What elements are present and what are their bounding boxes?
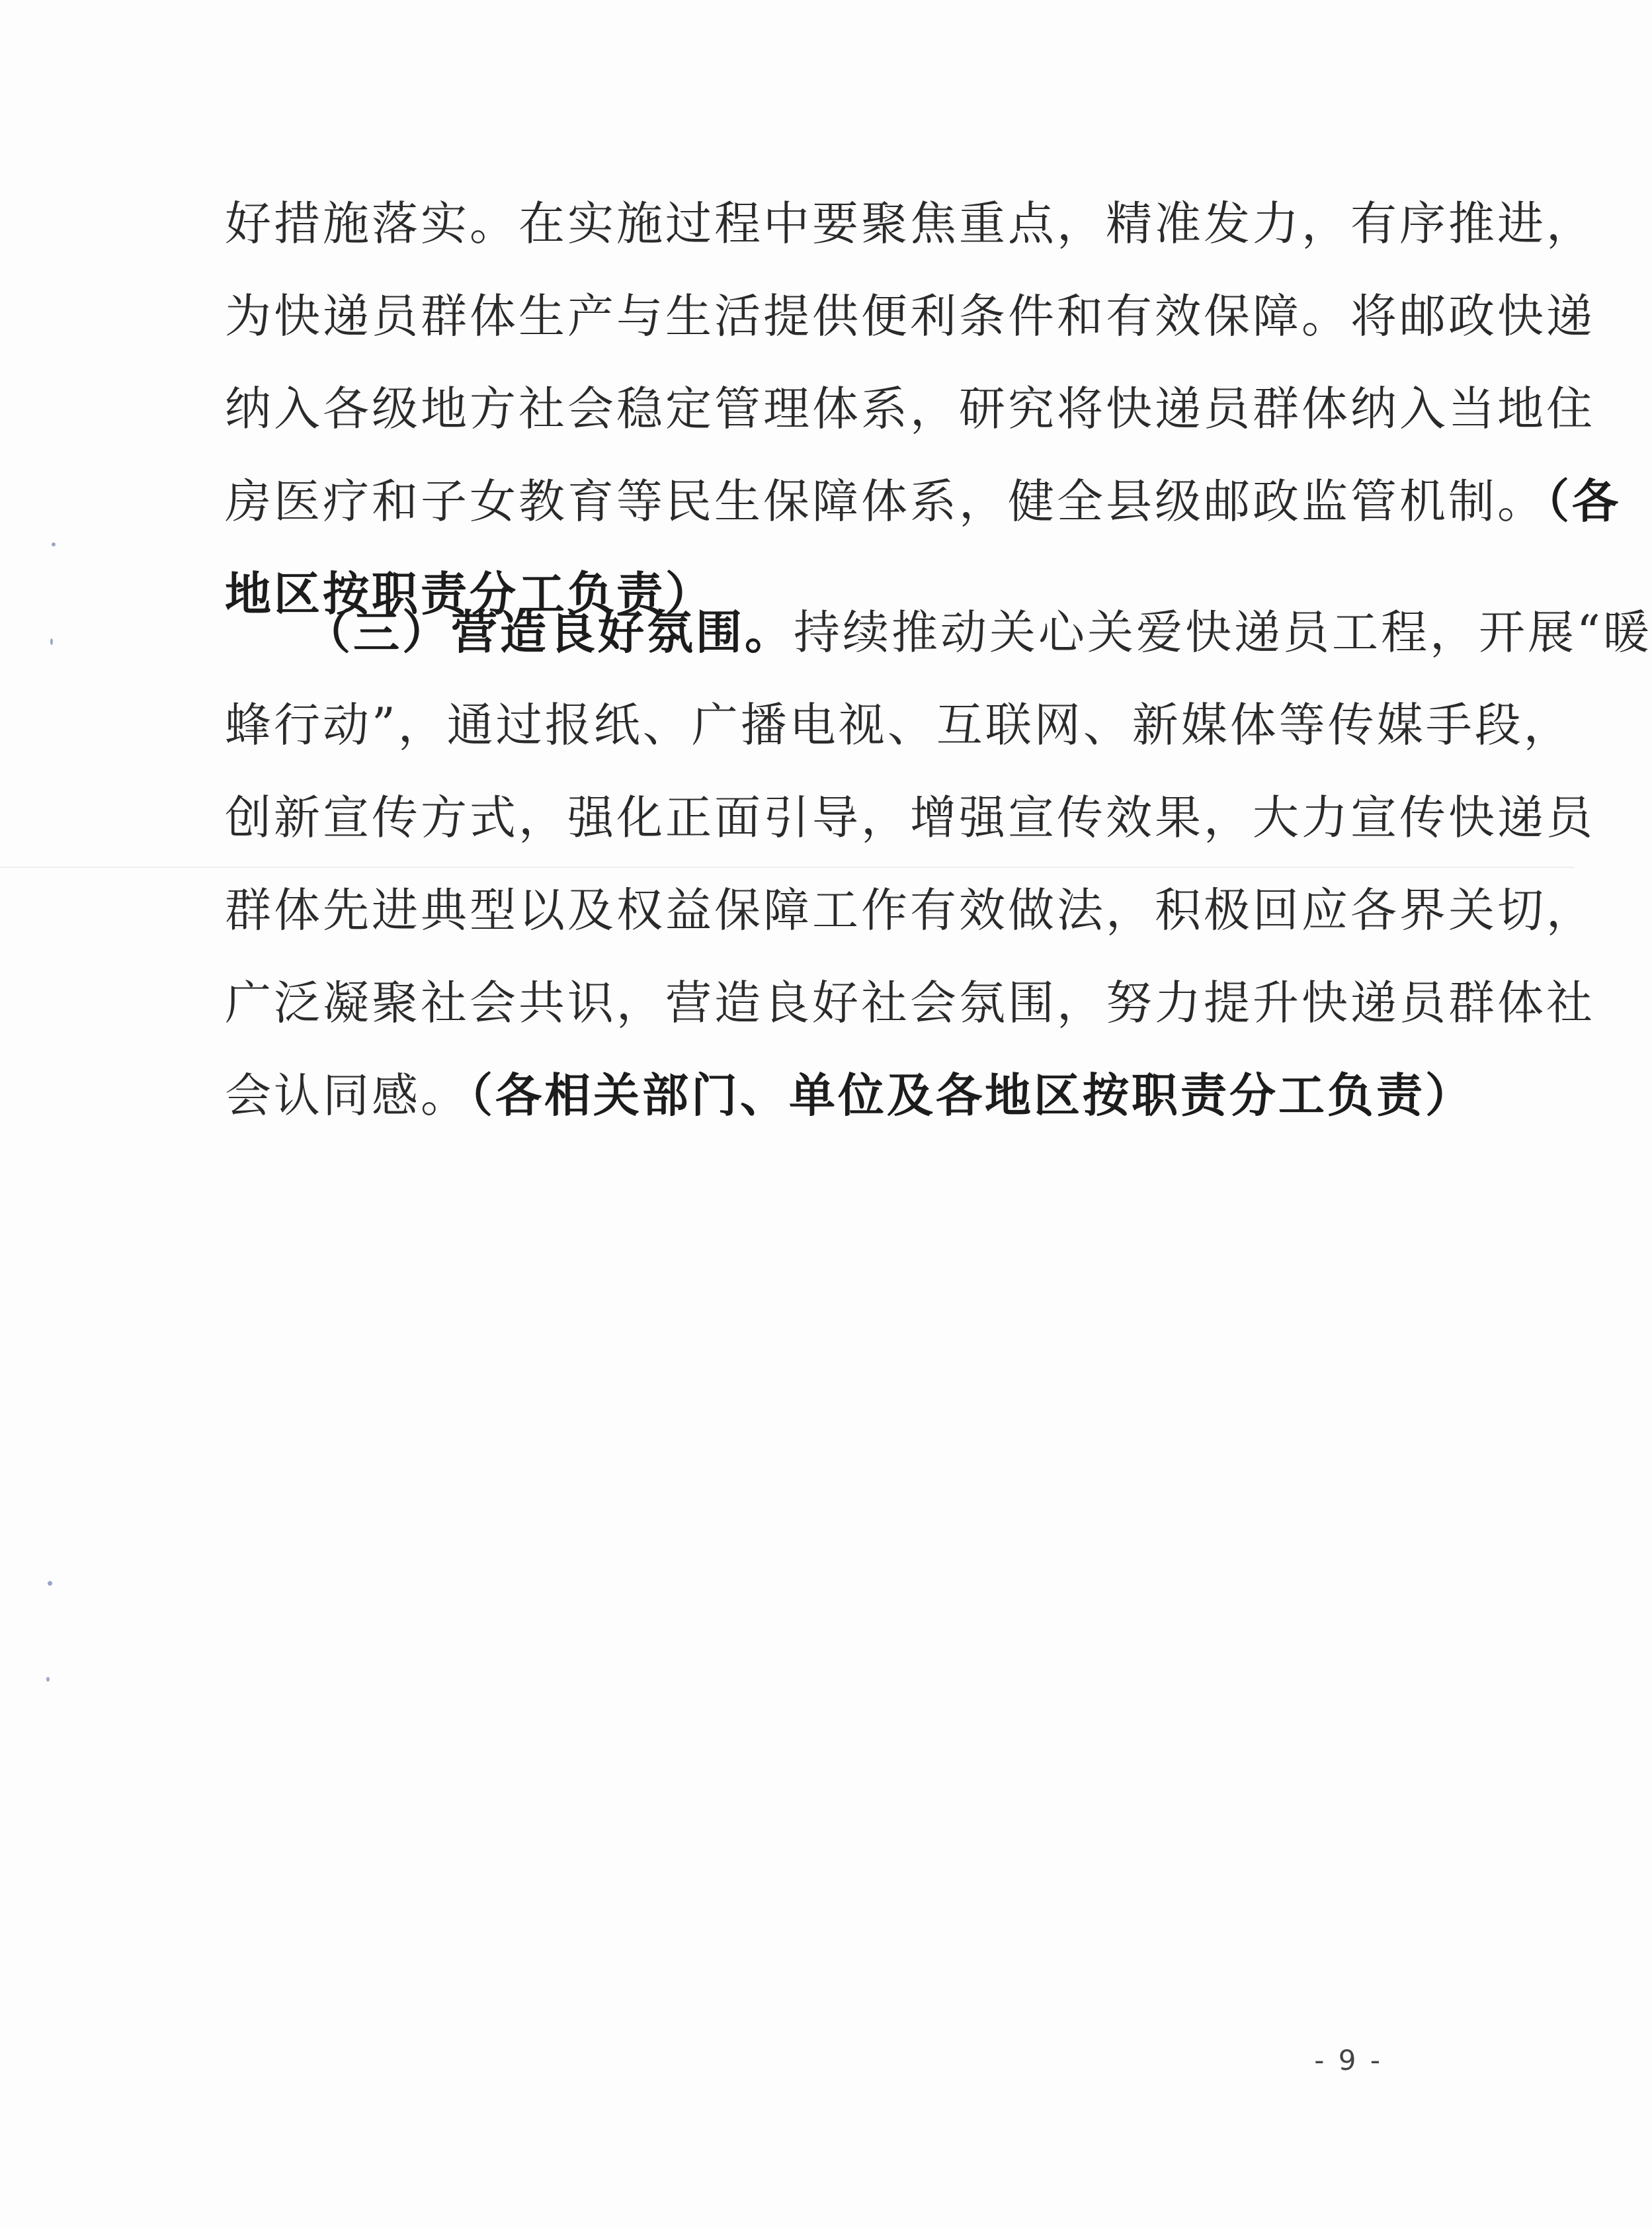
paragraph-2-line-6-plain: 会认同感。 bbox=[225, 1068, 470, 1123]
paragraph-1-line-1: 好措施落实。在实施过程中要聚焦重点，精准发力，有序推进， bbox=[225, 196, 1595, 251]
paragraph-1-line-4-text: 房医疗和子女教育等民生保障体系，健全县级邮政监管机制。 bbox=[225, 474, 1546, 529]
paragraph-1-line-2: 为快递员群体生产与生活提供便利条件和有效保障。将邮政快递 bbox=[225, 289, 1595, 343]
paragraph-2-line-1-rest: 持续推动关心关爱快递员工程，开展“暖 bbox=[794, 605, 1652, 660]
paragraph-1-line-4-tail: （各 bbox=[1546, 474, 1621, 529]
section-heading: （三）营造良好氛围。 bbox=[304, 605, 794, 660]
scan-speck bbox=[52, 542, 56, 546]
scan-speck bbox=[46, 1677, 50, 1682]
paragraph-2-line-3: 创新宣传方式，强化正面引导，增强宣传效果，大力宣传快递员 bbox=[225, 791, 1595, 845]
responsibility-note: （各相关部门、单位及各地区按职责分工负责） bbox=[470, 1068, 1474, 1123]
paragraph-1-line-3: 纳入各级地方社会稳定管理体系，研究将快递员群体纳入当地住 bbox=[225, 382, 1595, 436]
paragraph-1-line-5: 地区按职责分工负责） bbox=[225, 566, 714, 621]
paragraph-2-line-1 bbox=[304, 586, 1652, 679]
paragraph-2-line-6 bbox=[225, 1049, 1474, 1142]
paragraph-2-line-5: 广泛凝聚社会共识，营造良好社会氛围，努力提升快递员群体社 bbox=[225, 976, 1595, 1030]
scan-speck bbox=[48, 1581, 52, 1586]
scan-speck bbox=[50, 638, 53, 645]
paragraph-2-line-2: 蜂行动”，通过报纸、广播电视、互联网、新媒体等传媒手段， bbox=[225, 698, 1573, 752]
paragraph-1-line-4 bbox=[225, 455, 1621, 548]
page-number: - 9 - bbox=[1314, 2044, 1383, 2077]
paragraph-2-line-4: 群体先进典型以及权益保障工作有效做法，积极回应各界关切， bbox=[225, 883, 1595, 937]
